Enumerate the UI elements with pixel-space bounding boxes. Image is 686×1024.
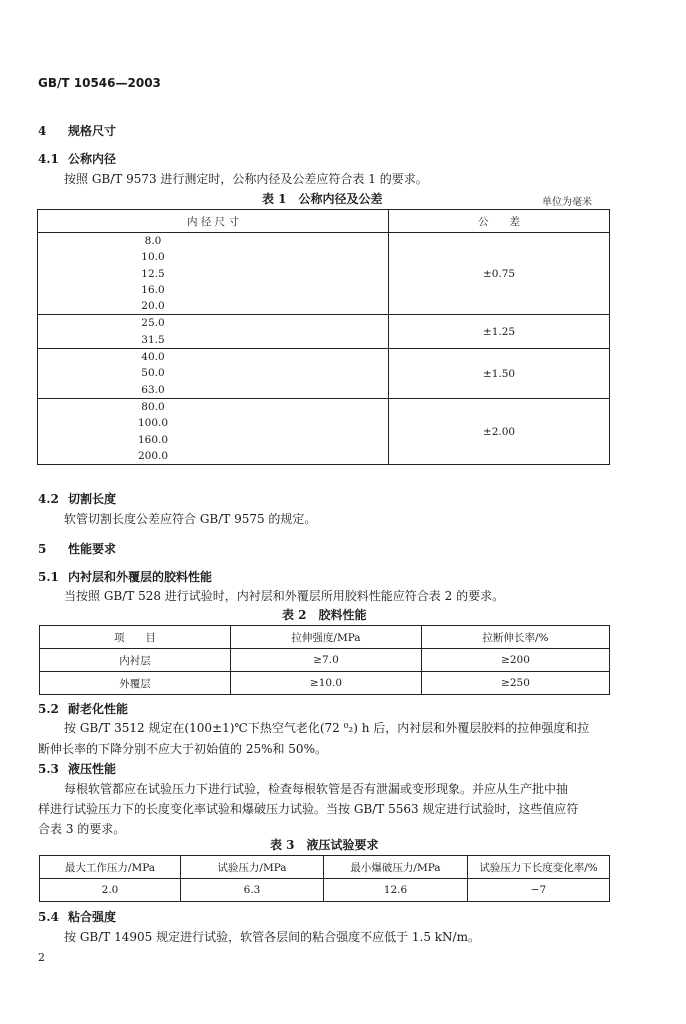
size-cell: 100.0 [137, 417, 169, 430]
table-1 [37, 209, 610, 465]
tolerance-cell: ±1.50 [389, 349, 610, 399]
table-1-caption: 表 1 公称内径及公差 [262, 192, 383, 206]
table-3 [39, 855, 610, 902]
table-cell: 2.0 [40, 879, 181, 902]
table-row [40, 879, 610, 902]
size-cell: 12.5 [141, 267, 165, 280]
table-cell: ≥250 [422, 672, 610, 695]
section-5-2-line: 断伸长率的下降分别不应大于初始值的 25%和 50%。 [38, 742, 327, 756]
table-row [38, 398, 610, 464]
section-4-2-heading: 4.2 切割长度 [38, 492, 117, 506]
section-5-3-line: 样进行试验压力下的长度变化率试验和爆破压力试验。当按 GB/T 5563 规定进行试验时，这些值应符 [38, 802, 579, 816]
standard-header: GB/T 10546—2003 [38, 76, 161, 90]
table-2-header: 拉断伸长率/% [422, 626, 610, 649]
table-cell: ≥10.0 [231, 672, 422, 695]
table-row [38, 233, 610, 315]
table-3-header: 试验压力/MPa [181, 856, 324, 879]
table-cell: ≥200 [422, 649, 610, 672]
size-cell: 16.0 [141, 283, 165, 296]
size-cell: 63.0 [141, 383, 165, 396]
table-cell: ≥7.0 [231, 649, 422, 672]
table-row [40, 649, 610, 672]
size-cell: 160.0 [137, 433, 169, 446]
tolerance-cell: ±1.25 [389, 315, 610, 349]
table-3-header: 最小爆破压力/MPa [324, 856, 468, 879]
table-cell: 6.3 [181, 879, 324, 902]
table-2-header: 项 目 [40, 626, 231, 649]
table-2 [39, 625, 610, 695]
tolerance-cell: ±2.00 [482, 425, 516, 438]
size-cell: 31.5 [141, 333, 165, 346]
table-cell: 内衬层 [40, 649, 231, 672]
size-cell: 20.0 [141, 300, 165, 313]
section-5-1-text: 当按照 GB/T 528 进行试验时，内衬层和外覆层所用胶料性能应符合表 2 的要求。 [64, 589, 505, 603]
size-cell: 80.0 [141, 400, 165, 413]
section-5-1-heading: 5.1 内衬层和外覆层的胶料性能 [38, 570, 213, 584]
section-5-3-line: 每根软管都应在试验压力下进行试验，检查每根软管是否有泄漏或变形现象。并应从生产批中抽 [64, 782, 569, 796]
size-cell: 40.0 [141, 351, 165, 364]
section-4-2-text: 软管切割长度公差应符合 GB/T 9575 的规定。 [64, 512, 317, 526]
section-5-heading: 5 性能要求 [38, 542, 117, 556]
table-1-header-tolerance: 公 差 [389, 210, 610, 233]
table-row [38, 349, 610, 399]
table-2-header: 拉伸强度/MPa [231, 626, 422, 649]
section-5-4-text: 按 GB/T 14905 规定进行试验，软管各层间的粘合强度不应低于 1.5 kN/m。 [64, 930, 480, 944]
section-4-heading: 4 规格尺寸 [38, 124, 117, 138]
table-3-caption: 表 3 液压试验要求 [270, 838, 379, 852]
table-1-header-size: 内 径 尺 寸 [38, 210, 389, 233]
section-5-3-line: 合表 3 的要求。 [38, 822, 126, 836]
table-row [38, 315, 610, 349]
size-cell: 25.0 [141, 317, 165, 330]
table-2-caption: 表 2 胶料性能 [282, 608, 367, 622]
page-number: 2 [38, 951, 45, 964]
table-cell: 外覆层 [40, 672, 231, 695]
table-cell: −7 [468, 879, 610, 902]
table-1-unit: 单位为毫米 [542, 197, 592, 208]
table-3-header: 最大工作压力/MPa [40, 856, 181, 879]
table-cell: 12.6 [324, 879, 468, 902]
section-5-4-heading: 5.4 粘合强度 [38, 910, 117, 924]
size-cell: 50.0 [141, 367, 165, 380]
section-5-3-heading: 5.3 液压性能 [38, 762, 117, 776]
section-4-1-heading: 4.1 公称内径 [38, 152, 117, 166]
size-cell: 8.0 [144, 235, 162, 247]
table-3-header: 试验压力下长度变化率/% [468, 856, 610, 879]
tolerance-cell: ±0.75 [389, 233, 610, 315]
section-5-2-heading: 5.2 耐老化性能 [38, 702, 129, 716]
section-5-2-line: 按 GB/T 3512 规定在(100±1)℃下热空气老化(72 ⁰₂) h 后，内衬层和外覆层胶料的拉伸强度和拉 [64, 721, 590, 735]
size-cell: 200.0 [137, 449, 169, 462]
size-cell: 10.0 [141, 251, 165, 264]
table-row [40, 672, 610, 695]
section-4-1-text: 按照 GB/T 9573 进行测定时，公称内径及公差应符合表 1 的要求。 [64, 172, 428, 186]
